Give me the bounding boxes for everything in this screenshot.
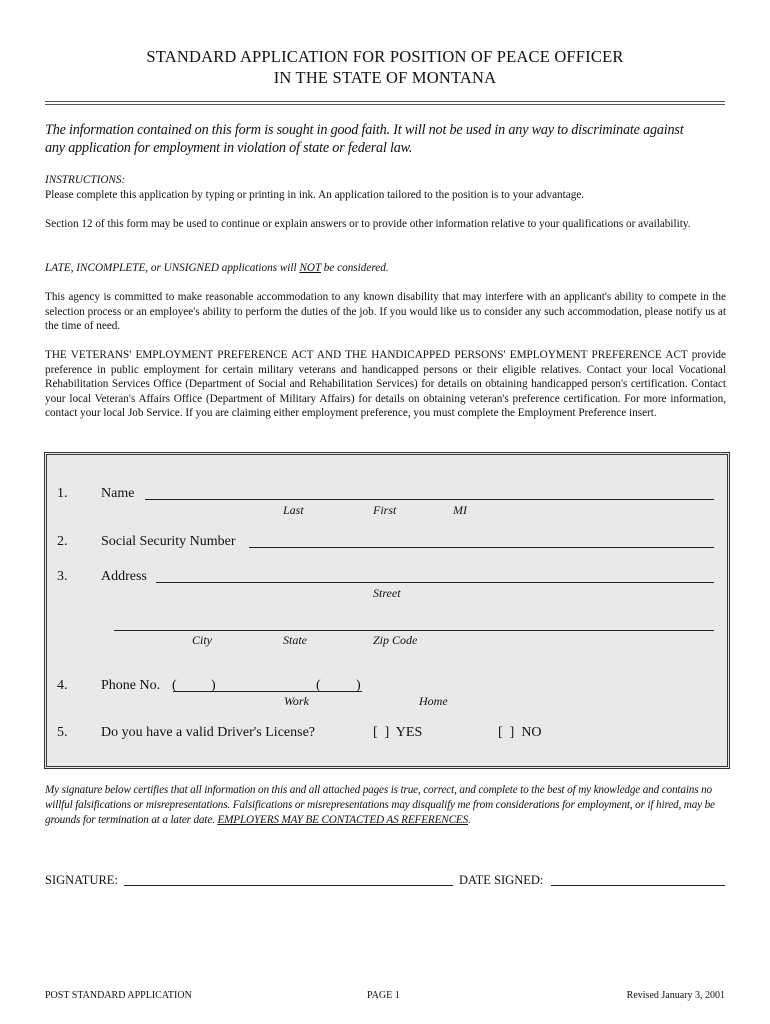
address-sub-zip: Zip Code [373,633,418,647]
footer-form-name: POST STANDARD APPLICATION [45,990,192,1001]
city-state-zip-input-line[interactable] [114,630,714,631]
certification-end: . [468,814,471,826]
accommodation-paragraph: This agency is committed to make reasonable accommodation to any known disability that may interfere with an applicant's ability to compete in the selection process or an employee's ability to perform the duties of the job. If you would like us to consider any such accommodation, please notify us at the time of need. [45,291,726,333]
certification-text: My signature below certifies that all information on this and all attached pages is true, correct, and complete to the best of my knowledge and contains no willful falsifications or misrepresentations. Falsifications or misrepresentations may disqualify me from considerations for employment, or if hired, may be grounds for termination at a later date. [45,784,715,826]
instructions-heading: INSTRUCTIONS: [45,174,126,186]
street-input-line[interactable] [156,582,714,583]
q5-license-label: Do you have a valid Driver's License? [101,725,315,740]
q1-name-label: Name [101,486,135,501]
form-title-line2: IN THE STATE OF MONTANA [273,68,497,87]
late-applications-notice [45,261,726,276]
date-signed-input-line[interactable] [551,885,725,886]
q3-number: 3. [57,569,68,584]
q5-number: 5. [57,725,68,740]
preference-act-paragraph: THE VETERANS' EMPLOYMENT PREFERENCE ACT AND THE HANDICAPPED PERSONS' EMPLOYMENT PREFERENCE ACT provide preference in public employment for certain military veterans and handicapped persons or their eligible relatives. Contact your local Vocational Rehabilitation Services Office (Department of Social and Rehabilitation Services) for details on obtaining handicapped person's certification. Contact your local Veteran's Affairs Office (Department of Military Affairs) for details on obtaining veteran's preference certification. For more information, contact your local Job Service. If you are claiming either employment preference, you must complete the Employment Preference insert. [45,349,726,420]
work-area-code-open: ( [172,678,177,693]
good-faith-statement [45,121,735,157]
instructions-paragraph-2: Section 12 of this form may be used to continue or explain answers or to provide other information relative to your qualifications or availability. [45,218,691,230]
late-notice-text-b: be considered. [321,262,389,274]
certification-emphasis: EMPLOYERS MAY BE CONTACTED AS REFERENCES [217,814,469,826]
instructions-paragraph-1: Please complete this application by typing or printing in ink. An application tailored to the position is to your advantage. [45,189,585,201]
work-area-code-close: ) [211,678,216,693]
signature-input-line[interactable] [124,885,453,886]
footer-revision-date: Revised January 3, 2001 [626,990,725,1001]
form-title-line1: STANDARD APPLICATION FOR POSITION OF PEACE OFFICER [146,47,624,66]
license-yes-checkbox[interactable]: [ ] YES [373,725,423,740]
header-divider-top [45,101,725,102]
phone-input-line[interactable] [173,691,362,692]
signature-label: SIGNATURE: [45,873,118,887]
phone-sub-work: Work [284,694,309,708]
certification-statement [45,783,730,828]
name-input-line[interactable] [145,499,714,500]
name-sub-first: First [373,503,397,517]
name-sub-last: Last [283,503,304,517]
good-faith-line2: any application for employment in violation of state or federal law. [45,140,413,156]
ssn-input-line[interactable] [249,547,714,548]
home-area-code-close: ) [356,678,361,693]
q2-ssn-label: Social Security Number [101,534,236,549]
header-divider-bottom [45,104,725,105]
name-sub-mi: MI [453,503,467,517]
q2-number: 2. [57,534,68,549]
address-sub-city: City [192,633,212,647]
late-notice-not: NOT [299,262,321,274]
q4-number: 4. [57,678,68,693]
home-area-code-open: ( [316,678,321,693]
address-sub-state: State [283,633,307,647]
footer-page-number: PAGE 1 [367,990,400,1001]
late-notice-text-a: LATE, INCOMPLETE, or UNSIGNED applications will [45,262,300,274]
license-no-checkbox[interactable]: [ ] NO [498,725,542,740]
q4-phone-label: Phone No. [101,678,161,693]
address-sub-street: Street [373,586,401,600]
good-faith-line1: The information contained on this form is sought in good faith. It will not be used in any way to discriminate against [45,122,684,138]
q3-address-label: Address [101,569,147,584]
q1-number: 1. [57,486,68,501]
phone-sub-home: Home [419,694,448,708]
date-signed-label: DATE SIGNED: [459,873,544,887]
